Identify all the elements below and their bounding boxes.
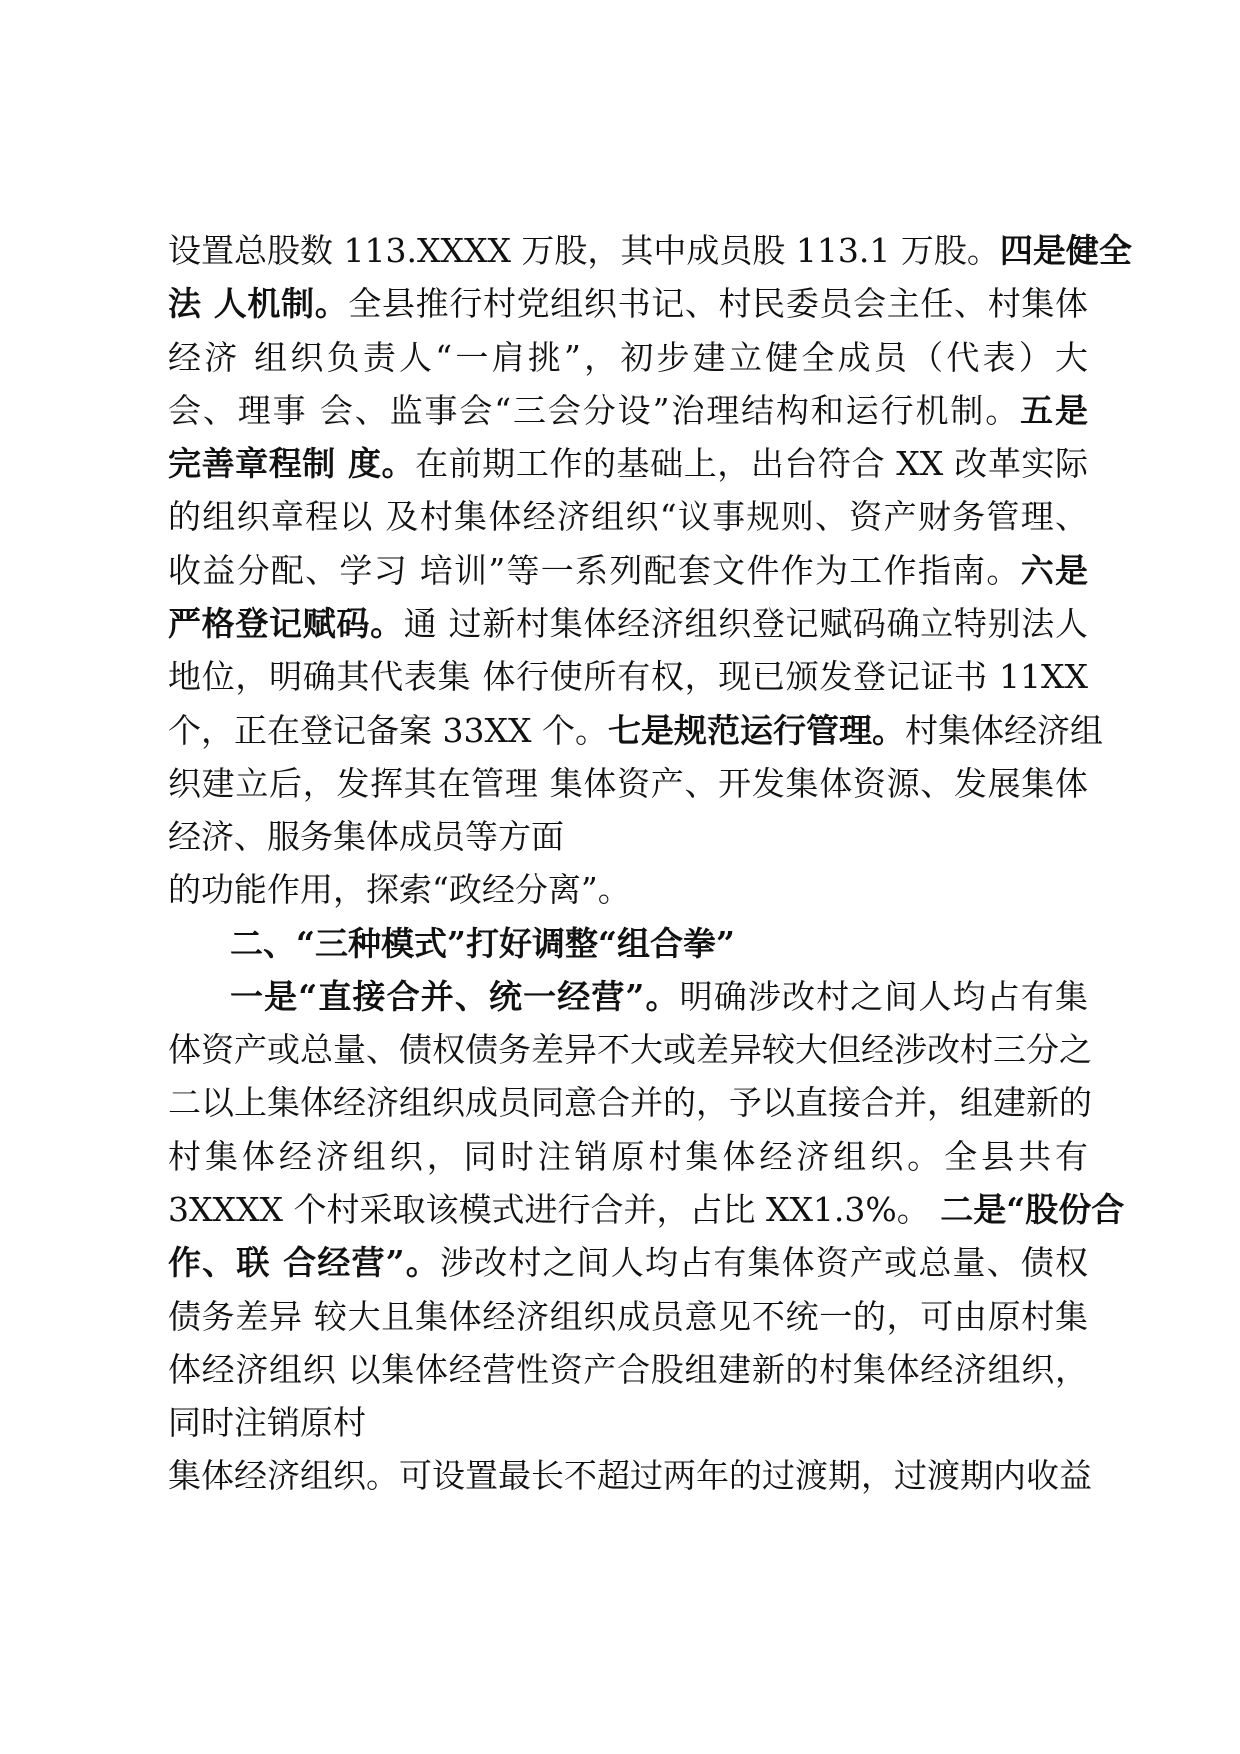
text-line — [168, 1079, 1092, 1127]
text-line — [168, 440, 1088, 488]
text-line — [168, 547, 1088, 595]
text-run: 的组织章程以 及村集体经济组织“议事规则、资产财务管理、 — [168, 497, 1088, 536]
text-run: 经济 组织负责人“一肩挑”，初步建立健全成员（代表）大 — [168, 338, 1088, 377]
bold-phrase: 七是规范运行管理。 — [607, 711, 905, 750]
text-run: 涉改村之间人均占有集体资产或总量、债权 — [439, 1243, 1088, 1282]
text-line — [168, 707, 1103, 755]
text-run: 设置总股数 113.XXXX 万股，其中成员股 113.1 万股。 — [168, 231, 1000, 270]
text-line — [168, 280, 1088, 328]
text-run: 二以上集体经济组织成员同意合并的，予以直接合并，组建新的 — [168, 1083, 1092, 1122]
text-run: 全县推行村党组织书记、村民委员会主任、村集体 — [348, 284, 1089, 323]
text-line — [168, 1452, 1092, 1500]
text-run: 3XXXX 个村采取该模式进行合并，占比 XX1.3%。 — [168, 1190, 941, 1229]
text-run: 会、理事 会、监事会“三会分设”治理结构和运行机制。 — [168, 391, 1021, 430]
text-line — [168, 1399, 1088, 1447]
bold-phrase: 严格登记赋码。 — [168, 604, 404, 643]
text-line — [168, 653, 1088, 701]
text-line — [168, 493, 1088, 541]
text-line — [168, 760, 1088, 808]
bold-phrase: 法 人机制。 — [168, 284, 349, 323]
bold-phrase: 二、“三种模式”打好调整“组合拳” — [230, 924, 735, 963]
bold-phrase: 完善章程制 度。 — [168, 444, 416, 483]
text-run: 体经济组织 以集体经营性资产合股组建新的村集体经济组织， — [168, 1350, 1088, 1389]
text-run: 明确涉改村之间人均占有集 — [679, 977, 1089, 1016]
text-run: 体资产或总量、债权债务差异不大或差异较大但经涉改村三分之 — [168, 1030, 1092, 1069]
text-run: 集体经济组织。可设置最长不超过两年的过渡期，过渡期内收益 — [168, 1456, 1092, 1495]
text-run: 地位，明确其代表集 体行使所有权，现已颁发登记证书 11XX — [168, 657, 1088, 696]
text-run: 经济、服务集体成员等方面 — [168, 817, 564, 856]
text-run: 通 过新村集体经济组织登记赋码确立特别法人 — [403, 604, 1088, 643]
text-line — [168, 1133, 1088, 1181]
text-line — [168, 1293, 1088, 1341]
text-line — [230, 973, 1088, 1021]
text-line — [168, 1239, 1088, 1287]
text-line — [168, 1026, 1092, 1074]
bold-phrase: 作、联 合经营”。 — [168, 1243, 440, 1282]
bold-phrase: 六是 — [1020, 551, 1088, 590]
text-line — [168, 227, 1132, 275]
text-line — [168, 387, 1088, 435]
text-run: 村集体经济组 — [904, 711, 1103, 750]
text-run: 织建立后，发挥其在管理 集体资产、开发集体资源、发展集体 — [168, 764, 1088, 803]
text-run: 个，正在登记备案 33XX 个。 — [168, 711, 608, 750]
section-heading — [230, 920, 1150, 968]
text-run: 在前期工作的基础上，出台符合 XX 改革实际 — [415, 444, 1088, 483]
bold-phrase: 二是“股份合 — [940, 1190, 1125, 1229]
text-run: 收益分配、学习 培训”等一系列配套文件作为工作指南。 — [168, 551, 1021, 590]
text-line — [168, 1346, 1088, 1394]
text-line — [168, 866, 1088, 914]
text-line — [168, 1186, 1125, 1234]
text-run: 债务差异 较大且集体经济组织成员意见不统一的，可由原村集 — [168, 1297, 1088, 1336]
bold-phrase: 五是 — [1020, 391, 1089, 430]
text-run: 同时注销原村 — [168, 1403, 366, 1442]
text-line — [168, 813, 1088, 861]
text-line — [168, 600, 1088, 648]
text-run: 的功能作用，探索“政经分离”。 — [168, 870, 631, 909]
bold-phrase: 一是“直接合并、统一经营”。 — [230, 977, 680, 1016]
bold-phrase: 四是健全 — [999, 231, 1132, 270]
text-line — [168, 334, 1088, 382]
text-run: 村集体经济组织，同时注销原村集体经济组织。全县共有 — [168, 1137, 1088, 1176]
